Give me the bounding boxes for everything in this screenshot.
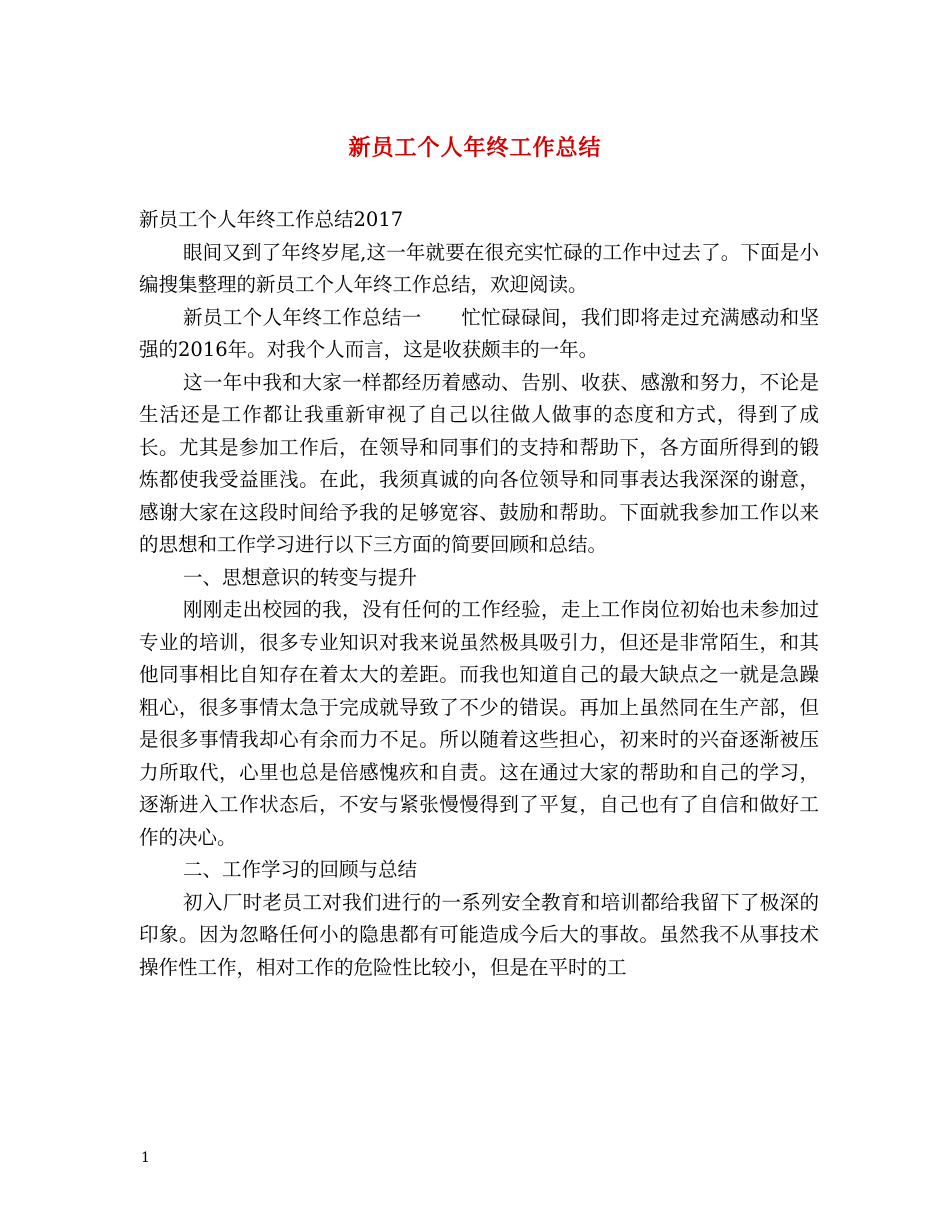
paragraph-year-review: 这一年中我和大家一样都经历着感动、告别、收获、感激和努力，不论是生活还是工作都让我重新审视了自己以往做人做事的态度和方式，得到了成长。尤其是参加工作后，在领导和同事们的支持和帮助下，各方面所得到的锻炼都使我受益匪浅。在此，我须真诚的向各位领导和同事表达我深深的谢意，感谢大家在这段时间给予我的足够宽容、鼓励和帮助。下面就我参加工作以来的思想和工作学习进行以下三方面的简要回顾和总结。 <box>139 370 819 556</box>
section-heading-two: 二、工作学习的回顾与总结 <box>183 858 418 881</box>
document-body <box>139 204 819 984</box>
document-subtitle: 新员工个人年终工作总结2017 <box>139 208 404 231</box>
paragraph-work-study: 初入厂时老员工对我们进行的一系列安全教育和培训都给我留下了极深的印象。因为忽略任何小的隐患都有可能造成今后大的事故。虽然我不从事技术操作性工作，相对工作的危险性比较小，但是在平时的工 <box>139 890 819 979</box>
paragraph-intro: 眼间又到了年终岁尾,这一年就要在很充实忙碌的工作中过去了。下面是小编搜集整理的新员工个人年终工作总结，欢迎阅读。 <box>139 240 819 296</box>
paragraph-mindset: 刚刚走出校园的我，没有任何的工作经验，走上工作岗位初始也未参加过专业的培训，很多专业知识对我来说虽然极具吸引力，但还是非常陌生，和其他同事相比自知存在着太大的差距。而我也知道自己的最大缺点之一就是急躁粗心，很多事情太急于完成就导致了不少的错误。再加上虽然同在生产部，但是很多事情我却心有余而力不足。所以随着这些担心，初来时的兴奋逐渐被压力所取代，心里也总是倍感愧疚和自责。这在通过大家的帮助和自己的学习，逐渐进入工作状态后，不安与紧张慢慢得到了平复，自己也有了自信和做好工作的决心。 <box>139 598 819 849</box>
document-title: 新员工个人年终工作总结 <box>348 135 602 161</box>
page-number: 1 <box>141 1150 150 1166</box>
section-heading-one: 一、思想意识的转变与提升 <box>183 565 418 589</box>
paragraph-summary-one: 新员工个人年终工作总结一 忙忙碌碌间，我们即将走过充满感动和坚强的2016年。对我个人而言，这是收获颇丰的一年。 <box>139 305 819 361</box>
